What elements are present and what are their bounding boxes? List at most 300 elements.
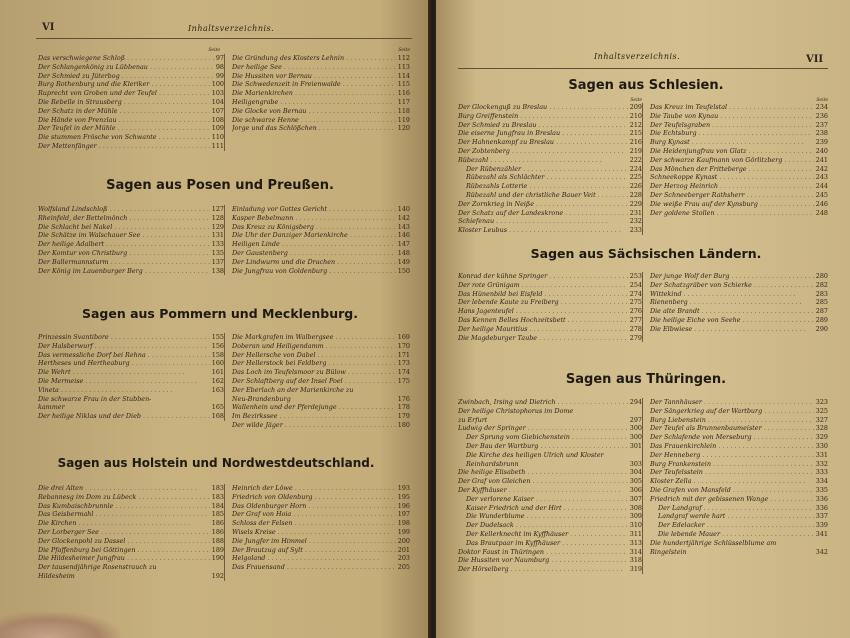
toc-entry-page: 148: [397, 248, 410, 257]
toc-entry: [232, 412, 410, 421]
toc-entry-page: 236: [815, 111, 828, 120]
toc-entry: [650, 156, 828, 165]
toc-entry: [650, 191, 828, 200]
toc-entry: [650, 281, 828, 290]
toc-column: [38, 205, 225, 275]
toc-entry-title: Der Schneeberger Rathsherr . . .: [650, 191, 814, 200]
toc-entry: [458, 138, 642, 147]
toc-entry-title: Die Hände von Prenzlau . . .: [38, 116, 210, 125]
toc-entry: [650, 165, 828, 174]
toc-entry-title: Die Markgrafen im Walbergsee . . .: [232, 333, 396, 342]
toc-entry-title: Burg Liebenstein . . .: [650, 416, 814, 425]
toc-entry-page: 100: [211, 80, 224, 89]
toc-entry: [38, 72, 224, 81]
toc-entry-page: 311: [629, 529, 642, 538]
toc-entry-title: Die Echtsburg . . .: [650, 129, 810, 138]
toc-entry-page: 304: [629, 468, 642, 477]
toc-entry-page: 198: [397, 519, 410, 528]
toc-entry-page: 253: [629, 272, 642, 280]
toc-entry: [458, 556, 642, 565]
toc-entry-title: Hildesheim: [38, 571, 75, 580]
toc-entry: [650, 272, 828, 281]
toc-entry: [232, 519, 410, 528]
toc-entry-page: 308: [629, 503, 642, 512]
toc-entry-page: 305: [629, 477, 642, 486]
toc-entry-page: 234: [815, 103, 828, 111]
toc-column: [650, 103, 828, 217]
toc-entry-page: 161: [211, 368, 224, 377]
toc-entry-page: 240: [815, 146, 828, 155]
toc-entry-page: 175: [397, 376, 410, 385]
toc-entry-title: Der Dudelsack . . .: [458, 521, 627, 530]
toc-entry: [458, 539, 642, 548]
toc-entry: [650, 147, 828, 156]
toc-entry-page: 224: [629, 164, 642, 173]
toc-entry-page: 104: [211, 97, 224, 106]
toc-entry-title: Das Kennen Belles Hochzeitsbett . . .: [458, 316, 628, 325]
toc-entry-page: 307: [629, 494, 642, 503]
toc-entry-page: 179: [397, 412, 410, 421]
toc-entry-page: 111: [211, 141, 224, 150]
toc-entry-page: 116: [397, 89, 410, 98]
toc-entry: [650, 495, 828, 504]
toc-entry-page: 335: [815, 485, 828, 494]
toc-entry-title: Der Kyffhäuser . . .: [458, 486, 620, 495]
toc-entry-page: 246: [815, 199, 828, 208]
toc-entry-page: 174: [397, 368, 410, 377]
toc-entry-title: Hertheses und Hertheaburg . . .: [38, 359, 210, 368]
toc-entry: [650, 486, 828, 495]
toc-entry: [232, 351, 410, 360]
toc-entry-title: Der rote Grünigam . . .: [458, 281, 628, 290]
toc-entry-title: Die drei Alten . . .: [38, 484, 197, 493]
toc-entry-title: Die heilige Eiche von Seehe . . .: [650, 316, 814, 325]
toc-entry: [650, 512, 828, 521]
toc-entry-page: 183: [211, 492, 224, 501]
toc-entry-page: 294: [629, 398, 642, 406]
toc-entry-page: 278: [629, 324, 642, 333]
toc-entry-title: Der Hahnenkampf zu Breslau . . .: [458, 138, 628, 147]
toc-entry: [38, 537, 224, 546]
toc-entry-page: 133: [211, 240, 224, 249]
toc-entry-title: Die Schlacht bei Nakel . . .: [38, 223, 210, 232]
toc-entry: [232, 554, 410, 563]
toc-entry-page: 97: [215, 54, 224, 62]
toc-entry: [650, 424, 828, 433]
toc-entry: [38, 116, 224, 125]
toc-entry-title: Der Schlafende von Merseburg . . .: [650, 433, 814, 442]
section-title: Sagen aus Holstein und Nordwestdeutschland.: [57, 456, 375, 470]
toc-entry-title: Der Ballermannsturm . . .: [38, 258, 210, 267]
toc-entry-page: 289: [815, 315, 828, 324]
toc-entry: [458, 460, 642, 469]
toc-entry-page: 168: [211, 412, 224, 421]
toc-entry-title: Die alte Brandt . . .: [650, 307, 813, 316]
toc-entry-page: 309: [629, 512, 642, 521]
toc-entry: [650, 504, 828, 513]
toc-entry: [650, 539, 828, 548]
toc-entry: [232, 249, 410, 258]
toc-entry-page: 180: [397, 420, 410, 429]
toc-entry-page: 232: [629, 217, 642, 226]
toc-entry: [458, 112, 642, 121]
toc-entry: [38, 528, 224, 537]
toc-entry-page: 140: [397, 205, 410, 213]
toc-entry-page: 137: [211, 257, 224, 266]
toc-entry-page: 117: [397, 97, 410, 106]
toc-entry-title: Die Jungfrau von Goldenburg . . .: [232, 267, 396, 276]
toc-entry-title: Die Mermeise . . .: [38, 377, 197, 386]
toc-entry: [232, 342, 410, 351]
toc-entry-title: Die hundertjährige Schlüsselblume am: [650, 538, 777, 547]
toc-entry-page: 237: [815, 120, 828, 129]
toc-entry-title: Der Graf von Gleichen . . .: [458, 477, 628, 486]
toc-entry: [232, 359, 410, 368]
toc-entry: [458, 468, 642, 477]
toc-entry-title: Das Frauenkirchlein . . .: [650, 442, 814, 451]
toc-entry-title: Rübezahl . . .: [458, 156, 602, 165]
toc-column: [650, 272, 828, 334]
toc-entry: [458, 530, 642, 539]
toc-entry-title: Die Schätze im Walschauer See . . .: [38, 231, 210, 240]
toc-entry: [38, 223, 224, 232]
toc-entry-title: Einladung vor Gottes Gericht . . .: [232, 205, 396, 214]
toc-entry-title: Der Sängerkrieg auf der Wartburg . . .: [650, 407, 814, 416]
running-head: Inhaltsverzeichnis.: [188, 24, 275, 33]
toc-entry-page: 190: [211, 554, 224, 563]
toc-entry: [38, 133, 224, 142]
toc-entry-title: Rübezahl und der christliche Bauer Veit . . .: [458, 191, 628, 200]
toc-entry-page: 127: [211, 205, 224, 213]
toc-entry: [232, 267, 410, 276]
toc-entry-page: 331: [815, 450, 828, 459]
toc-entry-page: 135: [211, 248, 224, 257]
toc-entry-title: Heiligen Linde . . .: [232, 240, 394, 249]
toc-entry: [232, 240, 410, 249]
toc-entry-title: Die weiße Frau auf der Kynsburg . . .: [650, 200, 814, 209]
toc-entry-title: Der verlorene Kaiser . . .: [458, 495, 628, 504]
toc-entry-page: 282: [815, 280, 828, 289]
toc-entry: [458, 226, 642, 235]
toc-entry-title: Der König im Lauenburger Berg . . .: [38, 267, 210, 276]
toc-entry-title: Das Kreuz zu Königsberg . . .: [232, 223, 396, 232]
toc-entry-title: Rienenberg . . .: [650, 298, 801, 307]
toc-entry: [458, 217, 642, 226]
toc-entry: [650, 460, 828, 469]
toc-entry-page: 215: [629, 129, 642, 138]
toc-entry: [38, 258, 224, 267]
toc-column: [38, 54, 225, 151]
toc-entry: [458, 442, 642, 451]
toc-entry-page: 110: [211, 133, 224, 142]
toc-entry-title: Ruprecht von Groben und der Teufel . . .: [38, 89, 210, 98]
toc-entry-page: 274: [629, 289, 642, 298]
toc-entry-title: Die schwarze Henne . . .: [232, 116, 396, 125]
toc-entry-title: Burg Greiffenstein . . .: [458, 112, 628, 121]
toc-entry: [650, 307, 828, 316]
toc-entry-title: Der Zobtenberg . . .: [458, 147, 624, 156]
toc-entry-title: Rheinfeld, der Bettelmönch . . .: [38, 214, 210, 223]
toc-entry-page: 341: [815, 529, 828, 538]
seite-label: Seite: [208, 48, 220, 53]
toc-column: [38, 333, 225, 421]
toc-entry-title: Doktor Faust in Thüringen . . .: [458, 548, 628, 557]
toc-entry-title: Die Rebelle in Strausberg . . .: [38, 98, 210, 107]
toc-entry-page: 239: [815, 138, 828, 147]
toc-entry-page: 297: [629, 415, 642, 424]
toc-entry-title: Der Schmied zu Breslau . . .: [458, 121, 628, 130]
toc-entry: [458, 407, 642, 416]
toc-entry-title: Kaiser Friedrich und der Hirt . . .: [458, 504, 628, 513]
toc-entry: [38, 412, 224, 421]
toc-entry-page: 129: [211, 222, 224, 231]
header-rule: [458, 68, 828, 69]
toc-entry-page: 149: [397, 257, 410, 266]
toc-entry-page: 212: [629, 120, 642, 129]
toc-entry-title: Neu-Brandenburg: [232, 394, 291, 403]
toc-entry: [650, 173, 828, 182]
toc-entry: [458, 398, 642, 407]
toc-entry-page: 143: [397, 222, 410, 231]
toc-entry-title: Das verschwiegene Schloß . . .: [38, 54, 214, 63]
toc-entry-page: 323: [815, 398, 828, 406]
toc-entry: [458, 182, 642, 191]
toc-entry: [650, 530, 828, 539]
toc-entry-page: 333: [815, 468, 828, 477]
toc-entry-title: Der Landgraf . . .: [650, 504, 814, 513]
toc-entry-title: Der schwarze Kaufmann von Görlitzberg . . .: [650, 156, 814, 165]
toc-entry: [650, 442, 828, 451]
toc-entry: [38, 519, 224, 528]
toc-entry: [458, 334, 642, 343]
toc-entry: [458, 512, 642, 521]
toc-entry-page: 128: [211, 213, 224, 222]
toc-entry-title: Der Hörselberg . . .: [458, 565, 622, 574]
toc-entry: [458, 307, 642, 316]
toc-entry: [232, 386, 410, 395]
toc-entry-title: Der Lindwurm und die Drachen . . .: [232, 258, 396, 267]
toc-entry-title: Der Teufelsstein . . .: [650, 468, 814, 477]
toc-entry: [232, 214, 410, 223]
toc-entry: [38, 386, 224, 395]
section-title: Sagen aus Pommern und Mecklenburg.: [81, 306, 359, 321]
toc-entry: [458, 200, 642, 209]
toc-entry-title: Friedrich von Oldenburg . . .: [232, 493, 396, 502]
toc-entry: [458, 290, 642, 299]
toc-entry-title: Der Schatz in der Mühle . . .: [38, 107, 210, 116]
toc-column: [232, 205, 410, 275]
toc-column: [38, 484, 225, 581]
toc-entry: [650, 398, 828, 407]
toc-entry: [232, 124, 410, 133]
toc-entry-page: 238: [815, 129, 828, 138]
toc-entry: [458, 173, 642, 182]
toc-entry-title: Die Uhr der Danziger Marienkirche . . .: [232, 231, 396, 240]
toc-entry-title: Die Kirchen . . .: [38, 519, 190, 528]
toc-entry: [650, 103, 828, 112]
toc-entry-page: 119: [397, 115, 410, 124]
toc-entry: [38, 554, 224, 563]
toc-entry-page: 279: [629, 333, 642, 342]
toc-entry-title: Das Loch im Teufelsmoor zu Bülow . . .: [232, 368, 396, 377]
toc-entry: [458, 504, 642, 513]
toc-column: [458, 398, 643, 574]
toc-entry-page: 277: [629, 315, 642, 324]
toc-entry: [458, 477, 642, 486]
toc-entry-page: 337: [815, 512, 828, 521]
toc-column: [232, 333, 410, 430]
toc-entry-title: Die schwarze Frau in der Stubben-: [38, 394, 152, 403]
toc-entry-title: Friedrich mit der gebissenen Wange . . .: [650, 495, 814, 504]
toc-entry-page: 248: [815, 208, 828, 217]
toc-entry-page: 229: [629, 199, 642, 208]
toc-entry-title: Der Herzog Heinrich . . .: [650, 182, 814, 191]
toc-entry-title: Der Schatz auf der Landeskrone . . .: [458, 209, 628, 218]
toc-entry-page: 310: [629, 521, 642, 530]
seite-label: Seite: [398, 48, 410, 53]
toc-entry-page: 103: [211, 89, 224, 98]
toc-entry-title: Der Lorberger See . . .: [38, 528, 210, 537]
toc-entry-page: 301: [629, 441, 642, 450]
toc-entry-page: 328: [815, 424, 828, 433]
toc-entry-page: 165: [211, 403, 224, 412]
toc-entry-page: 178: [397, 403, 410, 412]
toc-entry-title: Die Hussiten vor Naumburg . . .: [458, 556, 628, 565]
toc-entry: [458, 451, 642, 460]
toc-entry-title: Schloss der Felsen . . .: [232, 519, 396, 528]
toc-entry-page: 327: [815, 415, 828, 424]
seite-label: Seite: [630, 98, 642, 103]
toc-entry: [232, 107, 410, 116]
running-head: Inhaltsverzeichnis.: [594, 52, 681, 61]
toc-entry-title: Der goldene Stollen . . .: [650, 209, 814, 218]
toc-entry-title: Das Mönchen der Fritteberge . . .: [650, 165, 814, 174]
toc-entry-page: 150: [397, 266, 410, 275]
toc-entry-page: 303: [629, 459, 642, 468]
toc-entry-title: Kloster Zella . . .: [650, 477, 805, 486]
toc-entry-title: Zwinbach, Irsing und Dietrich . . .: [458, 398, 628, 407]
toc-entry: [232, 502, 410, 511]
toc-entry: [650, 209, 828, 218]
toc-entry-title: Der Teufelsgraben . . .: [650, 121, 814, 130]
toc-entry: [458, 156, 642, 165]
toc-entry-title: Der Mettenfänger . . .: [38, 142, 210, 151]
toc-entry-page: 283: [815, 289, 828, 298]
toc-entry-title: Wittekind . . .: [650, 290, 795, 299]
toc-entry: [38, 510, 224, 519]
toc-entry-title: zu Erfurt: [458, 415, 488, 424]
toc-entry-page: 193: [397, 484, 410, 492]
toc-entry-title: Heiligengrabe . . .: [232, 98, 392, 107]
toc-entry-page: 276: [629, 307, 642, 316]
toc-entry-title: Reinhardsbrunn: [466, 459, 519, 468]
toc-entry-title: Die Kirche des heiligen Ulrich und Kloster: [466, 450, 604, 459]
toc-entry-page: 197: [397, 510, 410, 519]
header-rule: [36, 38, 412, 39]
toc-entry: [458, 433, 642, 442]
toc-entry: [232, 493, 410, 502]
toc-entry-page: 209: [629, 103, 642, 111]
toc-entry: [38, 572, 224, 581]
toc-entry-page: 196: [397, 501, 410, 510]
toc-entry-title: Die Magdeburger Taube . . .: [458, 334, 628, 343]
toc-entry-page: 155: [211, 333, 224, 341]
toc-entry: [232, 231, 410, 240]
toc-entry: [232, 528, 410, 537]
toc-entry-title: Der heilige See . . .: [232, 63, 396, 72]
toc-column: [232, 54, 410, 133]
toc-entry-page: 186: [211, 527, 224, 536]
toc-entry: [38, 502, 224, 511]
toc-entry: [38, 377, 224, 386]
toc-entry-title: Der Graf von Hoia . . .: [232, 510, 396, 519]
toc-entry-page: 189: [211, 545, 224, 554]
toc-entry-title: Der tausendjährige Rosenstrauch zu: [38, 563, 157, 572]
toc-entry-title: Das vermessliche Dorf bei Rehna . . .: [38, 351, 210, 360]
toc-entry-page: 244: [815, 182, 828, 191]
toc-entry-title: Der Schatzgräber von Schierke . . .: [650, 281, 814, 290]
toc-entry-title: Der Schmied zu Jüterbog . . .: [38, 72, 214, 81]
toc-entry: [458, 103, 642, 112]
toc-entry: [458, 165, 642, 174]
toc-entry: [458, 316, 642, 325]
toc-entry: [232, 223, 410, 232]
toc-entry-title: Der Eberlach an der Marienkirche zu: [232, 385, 354, 394]
toc-entry-page: 280: [815, 272, 828, 280]
toc-entry: [38, 493, 224, 502]
toc-entry-page: 330: [815, 441, 828, 450]
toc-entry-page: 342: [815, 547, 828, 556]
toc-entry-page: 300: [629, 433, 642, 442]
toc-entry-title: Vineta . . .: [38, 386, 173, 395]
toc-entry-page: 287: [815, 307, 828, 316]
toc-entry-title: Der Schlangenkönig zu Lübbenau . . .: [38, 63, 214, 72]
toc-entry-title: Ludwig der Springer . . .: [458, 424, 628, 433]
toc-entry-page: 318: [629, 556, 642, 565]
section-title: Sagen aus Posen und Preußen.: [106, 178, 334, 193]
toc-entry: [458, 147, 642, 156]
toc-entry-title: Die Marienkirchen . . .: [232, 89, 396, 98]
toc-entry-title: Das Kreuz im Teufelstal . . .: [650, 103, 814, 112]
toc-entry-page: 142: [397, 213, 410, 222]
toc-entry-page: 183: [211, 484, 224, 492]
toc-entry: [232, 205, 410, 214]
toc-entry-title: Kloster Leubus . . .: [458, 226, 621, 235]
toc-entry: [232, 98, 410, 107]
toc-entry-title: Das Oldenburger Horn . . .: [232, 502, 396, 511]
toc-entry-page: 184: [211, 501, 224, 510]
toc-entry: [458, 191, 642, 200]
toc-entry: [232, 377, 410, 386]
toc-entry-page: 225: [629, 173, 642, 182]
seite-label: Seite: [816, 98, 828, 103]
toc-entry-page: 319: [629, 565, 642, 574]
toc-entry: [458, 298, 642, 307]
toc-entry-page: 118: [397, 106, 410, 115]
toc-entry-title: Wallenhein und der Pferdejunge . . .: [232, 403, 396, 412]
toc-entry: [232, 63, 410, 72]
toc-entry-page: 201: [397, 545, 410, 554]
toc-entry-title: Die Jungfer im Himmel . . .: [232, 537, 396, 546]
toc-entry-title: Helgoland . . .: [232, 554, 379, 563]
toc-entry-page: 114: [397, 71, 410, 80]
toc-entry-page: 210: [629, 111, 642, 120]
toc-entry-title: Der lebende Kaute zu Freiberg . . .: [458, 298, 628, 307]
toc-entry-title: Der heilige Mauritius . . .: [458, 325, 628, 334]
toc-column: [458, 272, 643, 342]
toc-entry: [38, 484, 224, 493]
toc-entry-title: Kasper Bebelmann . . .: [232, 214, 396, 223]
